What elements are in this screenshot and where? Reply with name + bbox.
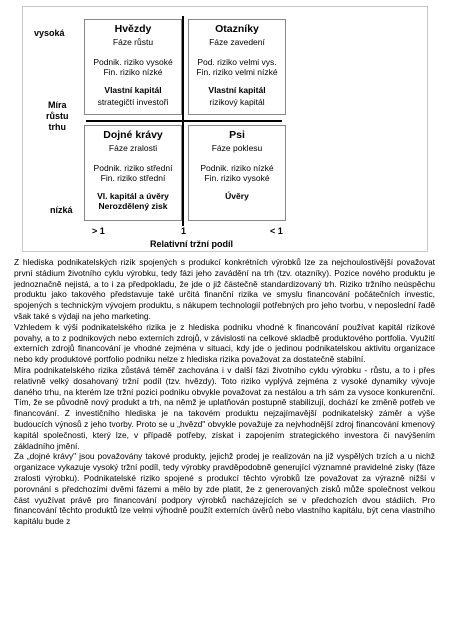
capital-line-1: Vl. kapitál a úvěry	[97, 191, 169, 201]
paragraph: Míra podnikatelského rizika zůstává téměř zachována i v další fázi životního cyklu výrobku - růstu, a to i přes relativně velký dosahovaný tržní podíl (tzv. hvězdy). Toto riziko vyplývá zejména z vysoké dynamiky vývoje daného trhu, na kterém lze tržní pozici podniku obvykle považovat za nestálou a trh sám za vysoce konkurenční. Tím, že se původně nový produkt a trh, na němž je uplatňován postupně stabilizují, dochází ke změně potřeb ve financování. Z investičního hlediska je na takovém produktu nejzajímavější podnikatelský záměr a výše budoucích výnosů z jeho tvorby. Proto se u „hvězd" obvykle považuje za nejvhodnější zdroj financování kmenový kapitál společnosti, který lze, v případě potřeby, získat i zapojením strategického investora či navýšením základního jmění.	[14, 364, 435, 451]
paragraph: Vzhledem k výši podnikatelského rizika je z hlediska podniku vhodné k financování používat kapitál rizikové povahy, a to z podnikových nebo externích zdrojů, v závislosti na celkové skladbě produktového portfolia. Využití externích zdrojů financování je vhodné zejména v situaci, kdy jde o jedinou podnikatelskou aktivitu organizace nebo kdy produktové portfolio podniku nelze z hlediska rizika považovat za dostatečně stabilní.	[14, 321, 435, 365]
financial-risk: Fin. riziko velmi nízké	[196, 67, 278, 77]
y-axis-low-label: nízká	[50, 205, 73, 215]
quadrant-risk	[85, 57, 181, 77]
quadrant-stars	[84, 19, 182, 115]
quadrant-cash-cows	[84, 125, 182, 221]
y-axis-title-line-3: trhu	[48, 122, 66, 132]
paragraph: Z hlediska podnikatelských rizik spojených s produkcí konkrétních výrobků lze za nejchoulostivější považovat první stádium životního cyklu výrobku, tedy fázi jeho zavádění na trh (tzv. otazníky). Pozice nového produktu je jednoznačně nejistá, a to i za předpokladu, že jde o již částečně standardizovaný trh. Riziko tržního neúspěchu produktu jako takového představuje také určitá finanční rizika ve smyslu financování počátečních investic, spojených s technickým vývojem produktu, s nákupem technologií potřebných pro jeho tvorbu, v neposlední řadě však také s výdaji na jeho marketing.	[14, 257, 435, 321]
quadrant-capital	[189, 191, 285, 201]
quadrant-phase: Fáze poklesu	[211, 143, 263, 153]
y-axis-title-line-2: růstu	[46, 111, 69, 121]
body-text	[14, 257, 435, 527]
business-risk: Podnik. riziko střední	[93, 163, 173, 173]
financial-risk: Fin. riziko vysoké	[204, 173, 270, 183]
y-axis-title-line-1: Míra	[47, 100, 67, 110]
quadrant-capital	[85, 191, 181, 211]
financial-risk: Fin. riziko střední	[100, 173, 166, 183]
quadrant-phase: Fáze zralosti	[108, 143, 158, 153]
quadrant-capital-source: strategičtí investoři	[97, 97, 169, 107]
paragraph: Za „dojné krávy" jsou považovány takové produkty, jejichž prodej je realizován na již vyspělých trzích a u nichž organizace vykazuje vysoký tržní podíl, tedy výrobky pravděpodobně generující významné pravidelné zisky (fáze zralosti výrobku). Podnikatelské riziko spojené s produkcí těchto výrobků lze považovat za výrazně nižší v porovnání s předchozími dvěmi fázemi a mělo by zde platit, že z generovaných zisků může společnost velkou část využívat právě pro financování podpory výrobků nacházejících se v předchozích dvou stádiích. Pro financování těchto produktů lze velmi výhodně použít externích úvěrů nebo vlastního kapitálu, být cena vlastního kapitálu bude z	[14, 451, 435, 527]
x-tick-low: < 1	[270, 226, 283, 236]
x-tick-one: 1	[181, 226, 187, 236]
quadrant-title: Dojné krávy	[103, 129, 163, 141]
quadrant-phase: Fáze zavedení	[209, 37, 265, 47]
quadrant-phase: Fáze růstu	[112, 37, 154, 47]
quadrant-capital: Vlastní kapitál	[208, 85, 266, 95]
quadrant-risk	[189, 163, 285, 183]
quadrant-risk	[85, 163, 181, 183]
quadrant-capital-source: rizikový kapitál	[209, 97, 265, 107]
quadrant-title: Psi	[229, 129, 245, 141]
y-axis-title	[46, 100, 69, 133]
x-tick-high: > 1	[92, 226, 105, 236]
y-axis-high-label: vysoká	[34, 28, 65, 38]
quadrant-dogs	[188, 125, 286, 221]
business-risk: Podnik. riziko vysoké	[93, 57, 173, 67]
business-risk: Pod. riziko velmi vys.	[197, 57, 277, 67]
capital-line-2: Nerozdělený zisk	[98, 201, 168, 211]
quadrant-capital: Vlastní kapitál	[104, 85, 162, 95]
financial-risk: Fin. riziko nízké	[103, 67, 163, 77]
x-axis-title: Relativní tržní podíl	[150, 239, 234, 249]
capital-line-1: Úvěry	[225, 191, 249, 201]
quadrant-title: Hvězdy	[114, 23, 152, 35]
business-risk: Podnik. riziko nízké	[200, 163, 274, 173]
matrix-horizontal-axis-line	[86, 120, 282, 122]
quadrant-question-marks	[188, 19, 286, 115]
quadrant-title: Otazníky	[215, 23, 259, 35]
quadrant-risk	[189, 57, 285, 77]
